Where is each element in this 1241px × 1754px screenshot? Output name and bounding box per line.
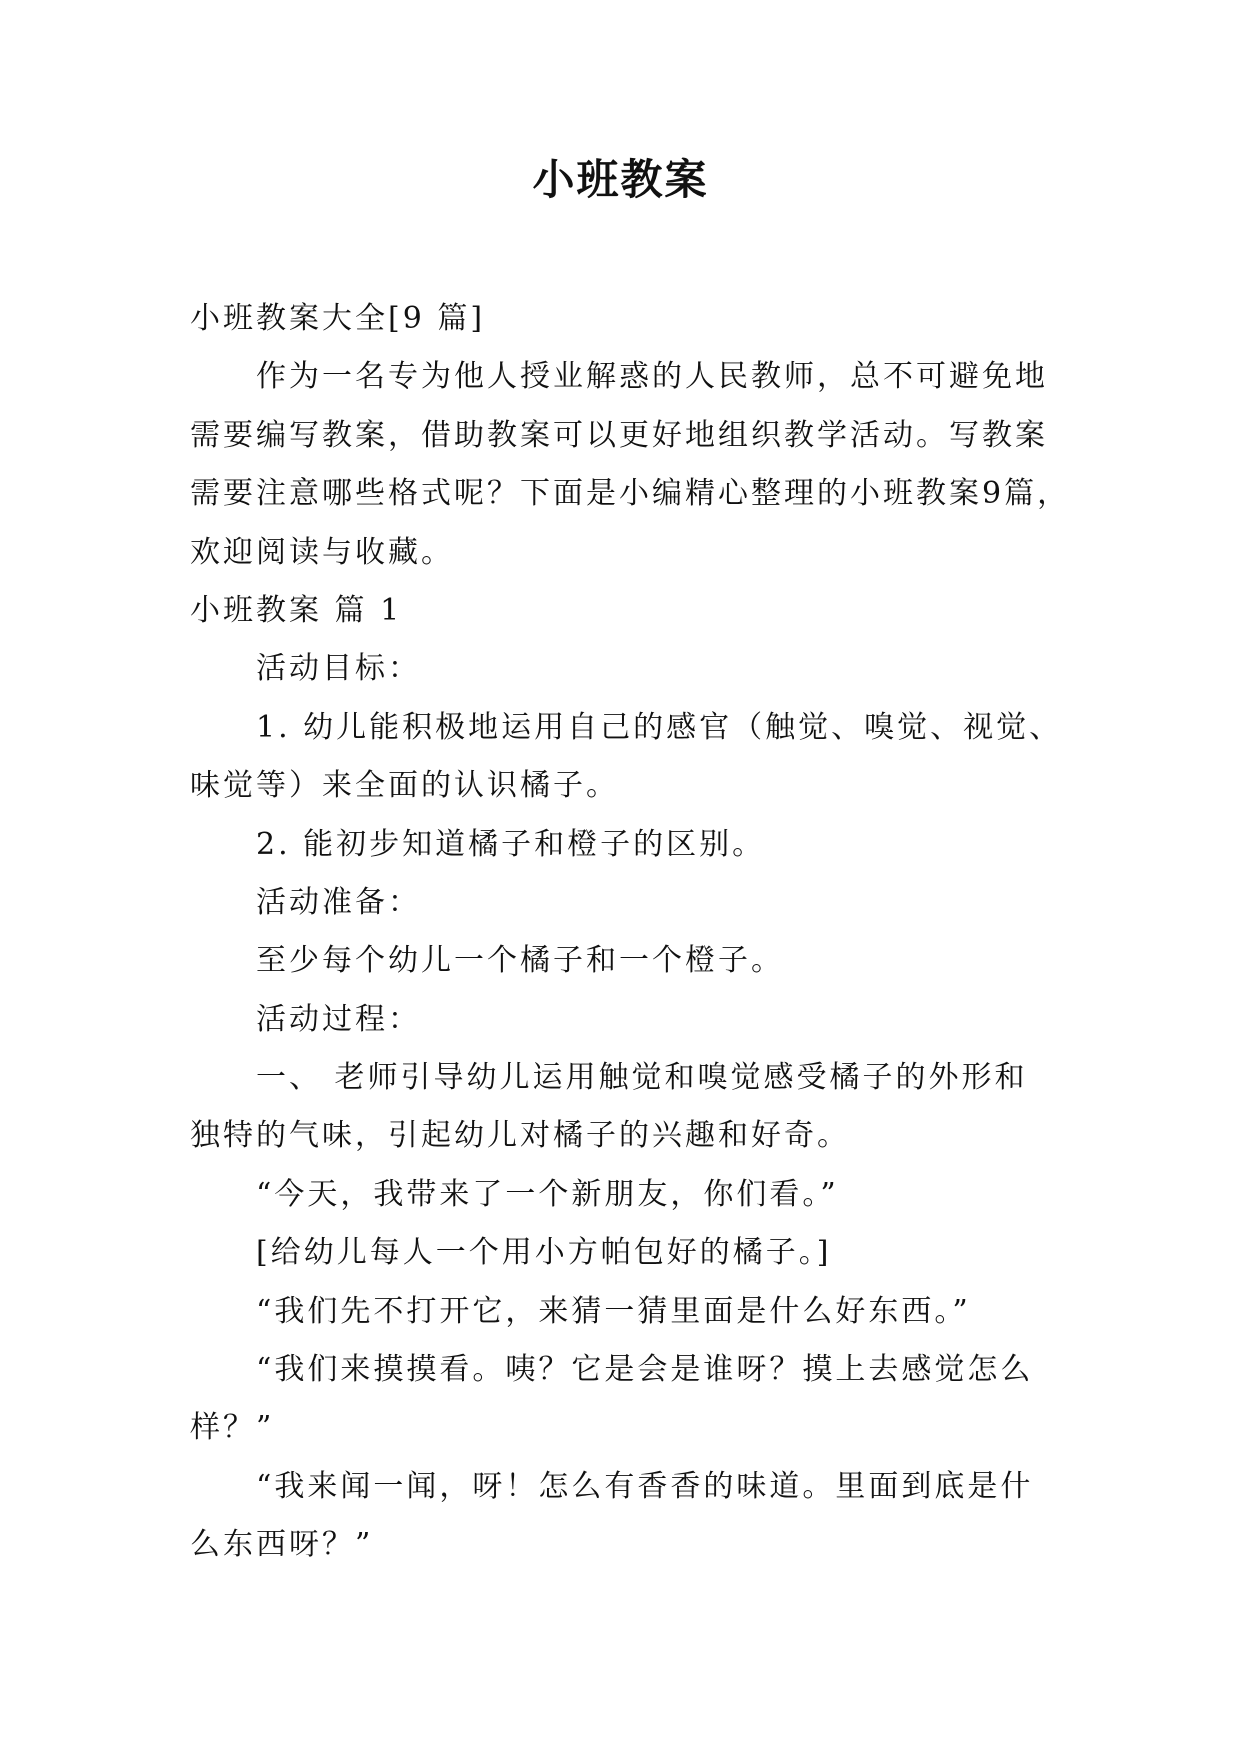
paragraph-line: 味觉等）来全面的认识橘子。: [190, 768, 619, 804]
paragraph-line: “我们来摸摸看。咦？它是会是谁呀？摸上去感觉怎么: [256, 1352, 1034, 1388]
paragraph-line: “我来闻一闻，呀！怎么有香香的味道。里面到底是什: [256, 1468, 1034, 1504]
document-body: [190, 290, 1070, 1575]
paragraph-line: 活动过程：: [256, 1001, 421, 1037]
paragraph-line: 2. 能初步知道橘子和橙子的区别。: [256, 826, 766, 862]
paragraph-line: 活动目标：: [256, 651, 421, 687]
paragraph-line: “我们先不打开它，来猜一猜里面是什么好东西。”: [256, 1293, 971, 1329]
paragraph-line: 活动准备：: [256, 884, 421, 920]
paragraph-line: 一、 老师引导幼儿运用触觉和嗅觉感受橘子的外形和: [256, 1060, 1028, 1096]
paragraph-line: 至少每个幼儿一个橘子和一个橙子。: [256, 943, 784, 979]
paragraph-line: “今天，我带来了一个新朋友，你们看。”: [256, 1176, 839, 1212]
paragraph-line: 1. 幼儿能积极地运用自己的感官（触觉、嗅觉、视觉、: [256, 709, 1063, 745]
paragraph-line: 小班教案 篇 1: [190, 592, 403, 628]
document-title: 小班教案: [532, 155, 709, 204]
paragraph-line: 小班教案大全[9 篇]: [190, 301, 486, 336]
paragraph-line: 样？”: [190, 1410, 275, 1446]
paragraph-line: 作为一名专为他人授业解惑的人民教师，总不可避免地: [256, 359, 1048, 395]
paragraph-line: [给幼儿每人一个用小方帕包好的橘子。]: [256, 1235, 832, 1271]
paragraph-line: 欢迎阅读与收藏。: [190, 534, 454, 570]
paragraph-line: 需要注意哪些格式呢？下面是小编精心整理的小班教案9篇，: [190, 476, 1071, 512]
paragraph-line: 需要编写教案，借助教案可以更好地组织教学活动。写教案: [190, 417, 1048, 453]
paragraph-line: 独特的气味，引起幼儿对橘子的兴趣和好奇。: [190, 1118, 850, 1154]
paragraph-line: 么东西呀？”: [190, 1527, 374, 1563]
